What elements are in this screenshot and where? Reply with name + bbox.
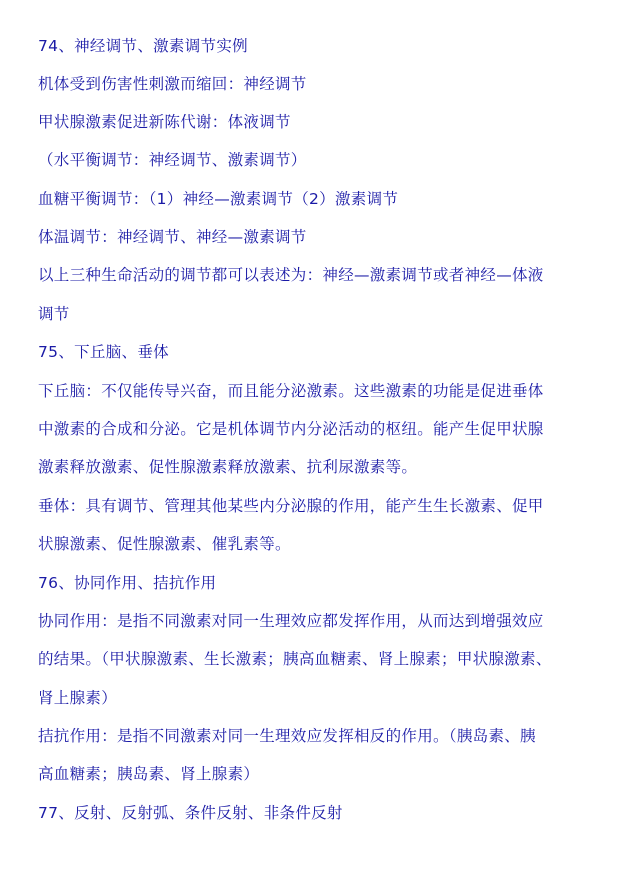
text-line: 状腺激素、促性腺激素、催乳素等。 xyxy=(38,535,291,553)
text-line: 血糖平衡调节：（1）神经—激素调节（2）激素调节 xyxy=(38,190,399,208)
text-line: 激素释放激素、促性腺激素释放激素、抗利尿激素等。 xyxy=(38,458,418,476)
section-heading-76: 76、协同作用、拮抗作用 xyxy=(38,574,217,592)
text-line: 调节 xyxy=(38,305,70,323)
text-line: 拮抗作用：是指不同激素对同一生理效应发挥相反的作用。（胰岛素、胰 xyxy=(38,727,536,745)
section-heading-75: 75、下丘脑、垂体 xyxy=(38,343,169,361)
text-line: 以上三种生命活动的调节都可以表述为：神经—激素调节或者神经—体液 xyxy=(38,266,544,284)
text-line: 中激素的合成和分泌。它是机体调节内分泌活动的枢纽。能产生促甲状腺 xyxy=(38,420,544,438)
text-line: 协同作用：是指不同激素对同一生理效应都发挥作用，从而达到增强效应 xyxy=(38,612,544,630)
text-line: 肾上腺素） xyxy=(38,689,118,707)
text-line: 垂体：具有调节、管理其他某些内分泌腺的作用，能产生生长激素、促甲 xyxy=(38,497,544,515)
text-line: 机体受到伤害性刺激而缩回：神经调节 xyxy=(38,75,307,93)
text-line: 下丘脑：不仅能传导兴奋，而且能分泌激素。这些激素的功能是促进垂体 xyxy=(38,382,544,400)
section-heading-77: 77、反射、反射弧、条件反射、非条件反射 xyxy=(38,804,343,822)
section-heading-74: 74、神经调节、激素调节实例 xyxy=(38,37,248,55)
text-line: （水平衡调节：神经调节、激素调节） xyxy=(38,151,307,169)
text-line: 甲状腺激素促进新陈代谢：体液调节 xyxy=(38,113,291,131)
text-line: 体温调节：神经调节、神经—激素调节 xyxy=(38,228,307,246)
text-line: 的结果。（甲状腺激素、生长激素；胰高血糖素、肾上腺素；甲状腺激素、 xyxy=(38,650,552,668)
text-line: 高血糖素；胰岛素、肾上腺素） xyxy=(38,765,260,783)
